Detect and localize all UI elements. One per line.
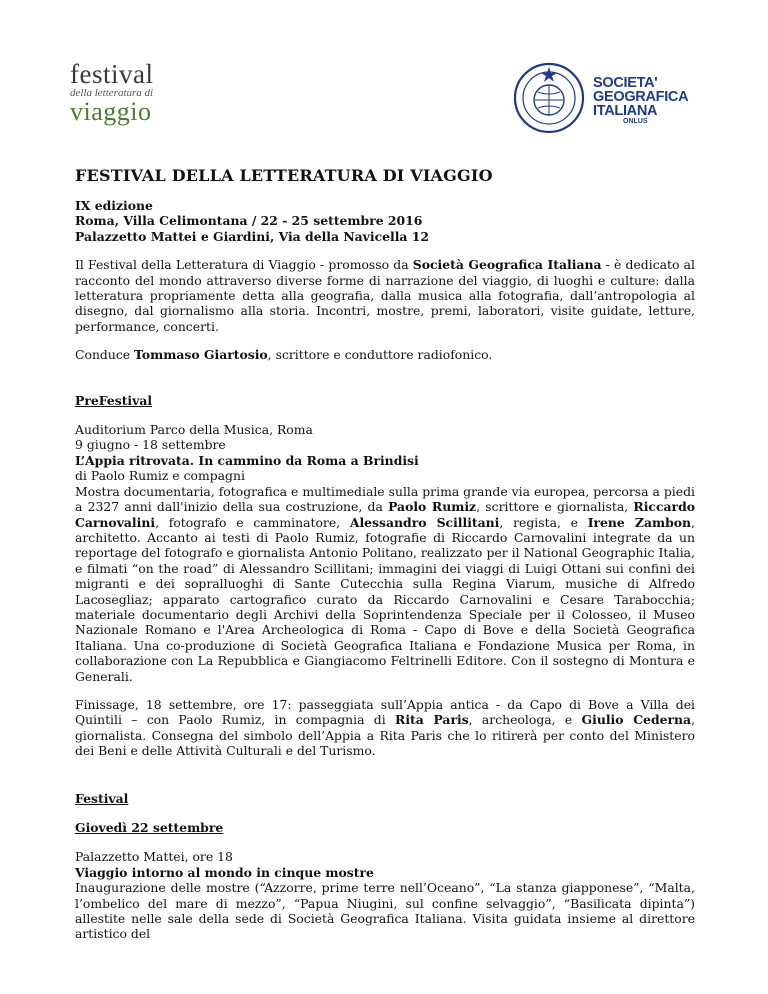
- document-body: [75, 166, 695, 942]
- festival-day-heading: Giovedì 22 settembre: [75, 820, 224, 835]
- edition: IX edizione: [75, 198, 153, 213]
- sgi-seal-icon: [513, 62, 585, 134]
- document-title: FESTIVAL DELLA LETTERATURA DI VIAGGIO: [75, 166, 493, 185]
- prefestival-section: [75, 422, 695, 684]
- prefestival-event-title: L’Appia ritrovata. In cammino da Roma a Brindisi: [75, 452, 419, 468]
- prefestival-byline: di Paolo Rumiz e compagni: [75, 468, 245, 484]
- conduce-paragraph: Conduce Tommaso Giartosio, scrittore e conduttore radiofonico.: [75, 347, 493, 363]
- logo-line-festival: festival: [70, 59, 154, 89]
- prefestival-heading: PreFestival: [75, 392, 153, 408]
- prefestival-location: Auditorium Parco della Musica, Roma: [75, 422, 313, 438]
- intro-paragraph: Il Festival della Letteratura di Viaggio - promosso da Società Geografica Italiana - è dedicato al racconto del mondo attraverso diverse forme di narrazione del viaggio, di luoghi e culture: dalla letteratura propriamente detta alla geografia, dalla musica alla fotografia, dall’antropologia al disegno, dal giornalismo alla storia. Incontri, mostre, premi, laboratori, visite guidate, letture, performance, concerti.: [75, 257, 695, 334]
- prefestival-description: Mostra documentaria, fotografica e multimediale sulla prima grande via europea, percorsa a piedi a 2327 anni dall'inizio della sua costruzione, da Paolo Rumiz, scrittore e giornalista, Riccardo Carnovalini, fotografo e camminatore, Alessandro Scillitani, regista, e Irene Zambon, architetto. Accanto ai testi di Paolo Rumiz, fotografie di Riccardo Carnovalini integrate da un reportage del fotografo e giornalista Antonio Politano, realizzato per il National Geographic Italia, e filmati “on the road” di Alessandro Scillitani; immagini dei viaggi di Luigi Ottani sui confini dei migranti e dei sopralluoghi di Sante Cutecchia sulla Regina Viarum, musiche di Alfredo Lacosegliaz; apparato cartografico curato da Riccardo Carnovalini e Cesare Tarabocchia; materiale documentario degli Archivi della Soprintendenza Speciale per il Colosseo, il Museo Nazionale Romano e l'Area Archeologica di Roma - Capo di Bove e della Società Geografica Italiana. Una co-produzione di Società Geografica Italiana e Fondazione Musica per Roma, in collaborazione con La Repubblica e Giangiacomo Feltrinelli Editore. Con il sostegno di Montura e Generali.: [75, 483, 695, 684]
- sgi-wordmark: SOCIETA' GEOGRAFICA ITALIANA ONLUS: [593, 75, 689, 125]
- festival-event: [75, 849, 695, 941]
- festival-event-title: Viaggio intorno al mondo in cinque mostre: [75, 864, 374, 880]
- festival-heading: Festival: [75, 790, 129, 806]
- place-date: Roma, Villa Celimontana / 22 - 25 settembre 2016: [75, 213, 423, 229]
- sgi-logo: [513, 62, 693, 136]
- festival-event-location: Palazzetto Mattei, ore 18: [75, 849, 233, 865]
- finissage-paragraph: Finissage, 18 settembre, ore 17: passeggiata sull’Appia antica - da Capo di Bove a Villa dei Quintili – con Paolo Rumiz, in compagnia di Rita Paris, archeologa, e Giulio Cederna, giornalista. Consegna del simbolo dell’Appia a Rita Paris che lo ritirerà per conto del Ministero dei Beni e delle Attività Culturali e del Turismo.: [75, 696, 696, 759]
- logo-line-viaggio: viaggio: [70, 97, 152, 126]
- logo-line-della: della letteratura di: [70, 87, 154, 99]
- festival-logo: [70, 59, 180, 132]
- venue: Palazzetto Mattei e Giardini, Via della Navicella 12: [75, 228, 430, 244]
- prefestival-dates: 9 giugno - 18 settembre: [75, 437, 226, 453]
- festival-event-description: Inaugurazione delle mostre (“Azzorre, prime terre nell’Oceano”, “La stanza giapponese”, “Malta, l’ombelico del mare di mezzo”, “Papua Niugini, sul confine selvaggio”, “Basilicata dipinta”) allestite nelle sale della sede di Società Geografica Italiana. Visita guidata insieme al direttore artistico del: [75, 880, 695, 942]
- edition-info: [75, 198, 695, 244]
